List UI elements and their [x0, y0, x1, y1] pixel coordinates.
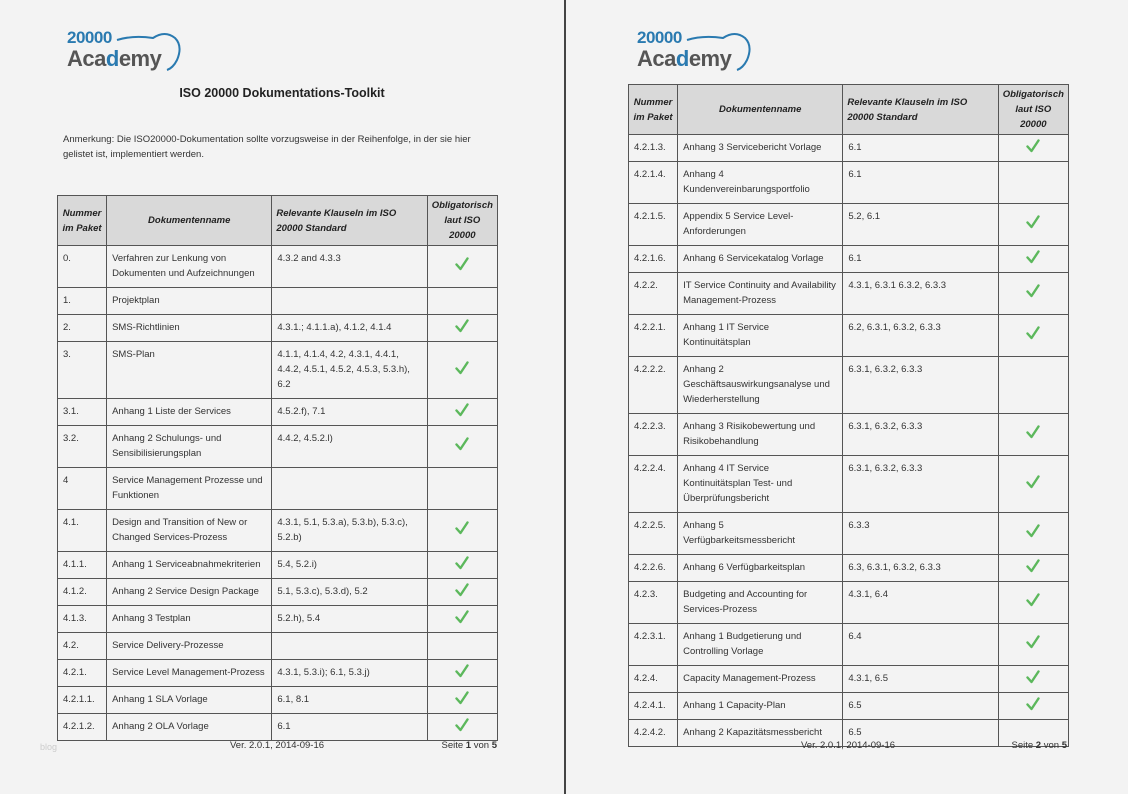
row-number: 4.2.3.1.: [629, 624, 678, 666]
row-mandatory: [998, 693, 1068, 720]
row-mandatory: [427, 687, 497, 714]
documents-table: [628, 84, 1069, 747]
checkmark-icon: [455, 610, 469, 624]
row-document-name: Anhang 1 Serviceabnahmekriterien: [107, 552, 272, 579]
row-document-name: Anhang 1 Liste der Services: [107, 399, 272, 426]
row-mandatory: [998, 414, 1068, 456]
row-document-name: Capacity Management-Prozess: [678, 666, 843, 693]
row-clauses: [272, 288, 427, 315]
table-row: [58, 288, 498, 315]
checkmark-icon: [455, 319, 469, 333]
row-number: 4.2.2.6.: [629, 555, 678, 582]
checkmark-icon: [455, 664, 469, 678]
row-document-name: Anhang 3 Testplan: [107, 606, 272, 633]
row-clauses: 6.3.3: [843, 513, 998, 555]
row-clauses: 6.4: [843, 624, 998, 666]
row-document-name: Design and Transition of New or Changed Services-Prozess: [107, 510, 272, 552]
row-clauses: 4.3.1, 6.5: [843, 666, 998, 693]
row-clauses: 4.3.2 and 4.3.3: [272, 246, 427, 288]
table-row: [629, 624, 1069, 666]
row-clauses: 4.3.1, 5.1, 5.3.a), 5.3.b), 5.3.c), 5.2.b): [272, 510, 427, 552]
row-document-name: Anhang 1 Budgetierung und Controlling Vorlage: [678, 624, 843, 666]
row-mandatory: [998, 204, 1068, 246]
checkmark-icon: [1026, 635, 1040, 649]
row-number: 4.2.2.: [629, 273, 678, 315]
row-document-name: Projektplan: [107, 288, 272, 315]
row-number: 4.2.: [58, 633, 107, 660]
header-mandatory: Obligatorisch laut ISO 20000: [427, 196, 497, 246]
row-mandatory: [427, 246, 497, 288]
logo-text-bottom: Academy: [67, 46, 162, 71]
header-name: Dokumentenname: [107, 196, 272, 246]
row-number: 4.2.3.: [629, 582, 678, 624]
row-clauses: 4.3.1, 5.3.i); 6.1, 5.3.j): [272, 660, 427, 687]
row-clauses: 6.5: [843, 720, 998, 747]
row-clauses: 5.2, 6.1: [843, 204, 998, 246]
row-document-name: Anhang 1 Capacity-Plan: [678, 693, 843, 720]
row-clauses: 4.3.1.; 4.1.1.a), 4.1.2, 4.1.4: [272, 315, 427, 342]
row-mandatory: [427, 426, 497, 468]
row-clauses: 6.3.1, 6.3.2, 6.3.3: [843, 414, 998, 456]
header-mandatory: Obligatorisch laut ISO 20000: [998, 85, 1068, 135]
checkmark-icon: [1026, 139, 1040, 153]
row-mandatory: [998, 135, 1068, 162]
checkmark-icon: [455, 361, 469, 375]
row-clauses: 6.1: [843, 162, 998, 204]
row-number: 4.2.2.5.: [629, 513, 678, 555]
document-title: ISO 20000 Dokumentations-Toolkit: [179, 86, 385, 100]
row-document-name: Anhang 3 Servicebericht Vorlage: [678, 135, 843, 162]
row-number: 4.2.4.1.: [629, 693, 678, 720]
row-clauses: [272, 633, 427, 660]
table-row: [629, 162, 1069, 204]
checkmark-icon: [455, 521, 469, 535]
row-document-name: Anhang 1 SLA Vorlage: [107, 687, 272, 714]
checkmark-icon: [455, 718, 469, 732]
row-mandatory: [427, 579, 497, 606]
row-clauses: 4.1.1, 4.1.4, 4.2, 4.3.1, 4.4.1, 4.4.2, 4.5.1, 4.5.2, 4.5.3, 5.3.h), 6.2: [272, 342, 427, 399]
checkmark-icon: [1026, 215, 1040, 229]
checkmark-icon: [1026, 326, 1040, 340]
table-row: [629, 456, 1069, 513]
row-mandatory: [427, 633, 497, 660]
header-number: Nummer im Paket: [629, 85, 678, 135]
row-number: 4.2.1.: [58, 660, 107, 687]
row-mandatory: [998, 555, 1068, 582]
row-document-name: Service Level Management-Prozess: [107, 660, 272, 687]
row-number: 4.1.2.: [58, 579, 107, 606]
row-number: 4.2.2.4.: [629, 456, 678, 513]
row-clauses: 5.4, 5.2.i): [272, 552, 427, 579]
table-row: [629, 204, 1069, 246]
row-number: 4.2.4.: [629, 666, 678, 693]
row-number: 2.: [58, 315, 107, 342]
checkmark-icon: [1026, 697, 1040, 711]
row-clauses: [272, 468, 427, 510]
row-number: 4: [58, 468, 107, 510]
row-number: 4.1.1.: [58, 552, 107, 579]
row-clauses: 6.1: [272, 714, 427, 741]
table-row: [629, 693, 1069, 720]
row-mandatory: [998, 582, 1068, 624]
table-row: [58, 606, 498, 633]
row-number: 4.2.1.1.: [58, 687, 107, 714]
row-mandatory: [998, 666, 1068, 693]
row-document-name: Service Delivery-Prozesse: [107, 633, 272, 660]
checkmark-icon: [455, 437, 469, 451]
academy-logo: [65, 30, 185, 72]
document-page-2: [567, 0, 1128, 794]
row-mandatory: [998, 456, 1068, 513]
row-mandatory: [998, 162, 1068, 204]
row-clauses: 6.2, 6.3.1, 6.3.2, 6.3.3: [843, 315, 998, 357]
row-clauses: 6.1: [843, 135, 998, 162]
checkmark-icon: [455, 257, 469, 271]
table-row: [58, 399, 498, 426]
note-text: Anmerkung: Die ISO20000-Dokumentation sollte vorzugsweise in der Reihenfolge, in der sie hier gelistet ist, implementiert werden.: [63, 134, 471, 160]
table-row: [58, 660, 498, 687]
row-number: 4.2.1.4.: [629, 162, 678, 204]
row-mandatory: [427, 468, 497, 510]
checkmark-icon: [1026, 250, 1040, 264]
row-number: 3.1.: [58, 399, 107, 426]
row-document-name: Anhang 1 IT Service Kontinuitätsplan: [678, 315, 843, 357]
row-document-name: Anhang 2 Kapazitätsmessbericht: [678, 720, 843, 747]
row-mandatory: [998, 513, 1068, 555]
table-row: [629, 246, 1069, 273]
row-number: 4.2.1.5.: [629, 204, 678, 246]
row-document-name: Anhang 2 OLA Vorlage: [107, 714, 272, 741]
header-number: Nummer im Paket: [58, 196, 107, 246]
row-mandatory: [998, 315, 1068, 357]
row-mandatory: [427, 342, 497, 399]
row-clauses: 4.3.1, 6.4: [843, 582, 998, 624]
row-clauses: 4.4.2, 4.5.2.l): [272, 426, 427, 468]
row-clauses: 5.2.h), 5.4: [272, 606, 427, 633]
row-number: 4.2.2.2.: [629, 357, 678, 414]
row-clauses: 4.5.2.f), 7.1: [272, 399, 427, 426]
checkmark-icon: [455, 583, 469, 597]
checkmark-icon: [1026, 593, 1040, 607]
row-clauses: 6.1, 8.1: [272, 687, 427, 714]
table-row: [629, 582, 1069, 624]
row-mandatory: [998, 624, 1068, 666]
row-number: 4.2.1.3.: [629, 135, 678, 162]
logo-text-bottom: Academy: [637, 46, 732, 71]
footer-version: Ver. 2.0.1, 2014-09-16: [230, 740, 325, 751]
table-row: [58, 315, 498, 342]
row-document-name: Anhang 4 IT Service Kontinuitätsplan Test- und Überprüfungsbericht: [678, 456, 843, 513]
row-document-name: Anhang 4 Kundenvereinbarungsportfolio: [678, 162, 843, 204]
row-document-name: Anhang 6 Servicekatalog Vorlage: [678, 246, 843, 273]
footer-page-number: Seite 2 von 5: [1011, 740, 1067, 751]
row-document-name: SMS-Richtlinien: [107, 315, 272, 342]
row-clauses: 6.1: [843, 246, 998, 273]
row-document-name: Anhang 3 Risikobewertung und Risikobehandlung: [678, 414, 843, 456]
table-header-row: [629, 85, 1069, 135]
row-document-name: Service Management Prozesse und Funktionen: [107, 468, 272, 510]
row-number: 3.2.: [58, 426, 107, 468]
header-name: Dokumentenname: [678, 85, 843, 135]
row-mandatory: [427, 606, 497, 633]
table-row: [58, 552, 498, 579]
row-mandatory: [427, 288, 497, 315]
table-row: [629, 555, 1069, 582]
row-number: 4.2.4.2.: [629, 720, 678, 747]
row-number: 4.2.1.6.: [629, 246, 678, 273]
checkmark-icon: [455, 556, 469, 570]
row-clauses: 6.3, 6.3.1, 6.3.2, 6.3.3: [843, 555, 998, 582]
row-mandatory: [998, 357, 1068, 414]
watermark: blog: [40, 742, 58, 752]
row-mandatory: [427, 315, 497, 342]
table-row: [629, 273, 1069, 315]
row-mandatory: [998, 273, 1068, 315]
row-number: 0.: [58, 246, 107, 288]
row-mandatory: [427, 510, 497, 552]
row-mandatory: [427, 660, 497, 687]
checkmark-icon: [1026, 475, 1040, 489]
header-clauses: Relevante Klauseln im ISO 20000 Standard: [843, 85, 998, 135]
row-number: 4.1.: [58, 510, 107, 552]
table-row: [58, 687, 498, 714]
row-number: 3.: [58, 342, 107, 399]
row-document-name: Verfahren zur Lenkung von Dokumenten und Aufzeichnungen: [107, 246, 272, 288]
checkmark-icon: [1026, 559, 1040, 573]
row-mandatory: [427, 552, 497, 579]
checkmark-icon: [1026, 284, 1040, 298]
row-document-name: Anhang 2 Schulungs- und Sensibilisierungsplan: [107, 426, 272, 468]
row-mandatory: [427, 714, 497, 741]
page-divider: [564, 0, 566, 794]
table-row: [58, 426, 498, 468]
table-row: [629, 357, 1069, 414]
checkmark-icon: [455, 691, 469, 705]
table-row: [58, 468, 498, 510]
table-row: [629, 414, 1069, 456]
table-row: [58, 246, 498, 288]
table-header-row: [58, 196, 498, 246]
row-document-name: IT Service Continuity and Availability Management-Prozess: [678, 273, 843, 315]
row-number: 4.2.1.2.: [58, 714, 107, 741]
academy-logo: [635, 30, 755, 72]
table-row: [58, 714, 498, 741]
table-row: [58, 342, 498, 399]
row-number: 4.2.2.3.: [629, 414, 678, 456]
row-clauses: 5.1, 5.3.c), 5.3.d), 5.2: [272, 579, 427, 606]
row-document-name: Appendix 5 Service Level-Anforderungen: [678, 204, 843, 246]
table-row: [629, 666, 1069, 693]
row-number: 4.1.3.: [58, 606, 107, 633]
checkmark-icon: [455, 403, 469, 417]
checkmark-icon: [1026, 524, 1040, 538]
documents-table: [57, 195, 498, 741]
row-mandatory: [998, 246, 1068, 273]
row-number: 4.2.2.1.: [629, 315, 678, 357]
row-document-name: Anhang 5 Verfügbarkeitsmessbericht: [678, 513, 843, 555]
checkmark-icon: [1026, 425, 1040, 439]
table-row: [629, 315, 1069, 357]
table-row: [629, 135, 1069, 162]
table-row: [58, 510, 498, 552]
row-mandatory: [427, 399, 497, 426]
row-document-name: Anhang 2 Geschäftsauswirkungsanalyse und Wiederherstellung: [678, 357, 843, 414]
row-document-name: Anhang 2 Service Design Package: [107, 579, 272, 606]
header-clauses: Relevante Klauseln im ISO 20000 Standard: [272, 196, 427, 246]
table-row: [58, 579, 498, 606]
row-clauses: 6.3.1, 6.3.2, 6.3.3: [843, 357, 998, 414]
table-row: [629, 513, 1069, 555]
footer-page-number: Seite 1 von 5: [441, 740, 497, 751]
checkmark-icon: [1026, 670, 1040, 684]
logo-text-top: 20000: [67, 28, 112, 47]
row-clauses: 4.3.1, 6.3.1 6.3.2, 6.3.3: [843, 273, 998, 315]
row-number: 1.: [58, 288, 107, 315]
row-document-name: Anhang 6 Verfügbarkeitsplan: [678, 555, 843, 582]
logo-text-top: 20000: [637, 28, 682, 47]
row-document-name: Budgeting and Accounting for Services-Prozess: [678, 582, 843, 624]
row-clauses: 6.3.1, 6.3.2, 6.3.3: [843, 456, 998, 513]
row-document-name: SMS-Plan: [107, 342, 272, 399]
footer-version: Ver. 2.0.1, 2014-09-16: [801, 740, 896, 751]
table-row: [58, 633, 498, 660]
row-clauses: 6.5: [843, 693, 998, 720]
